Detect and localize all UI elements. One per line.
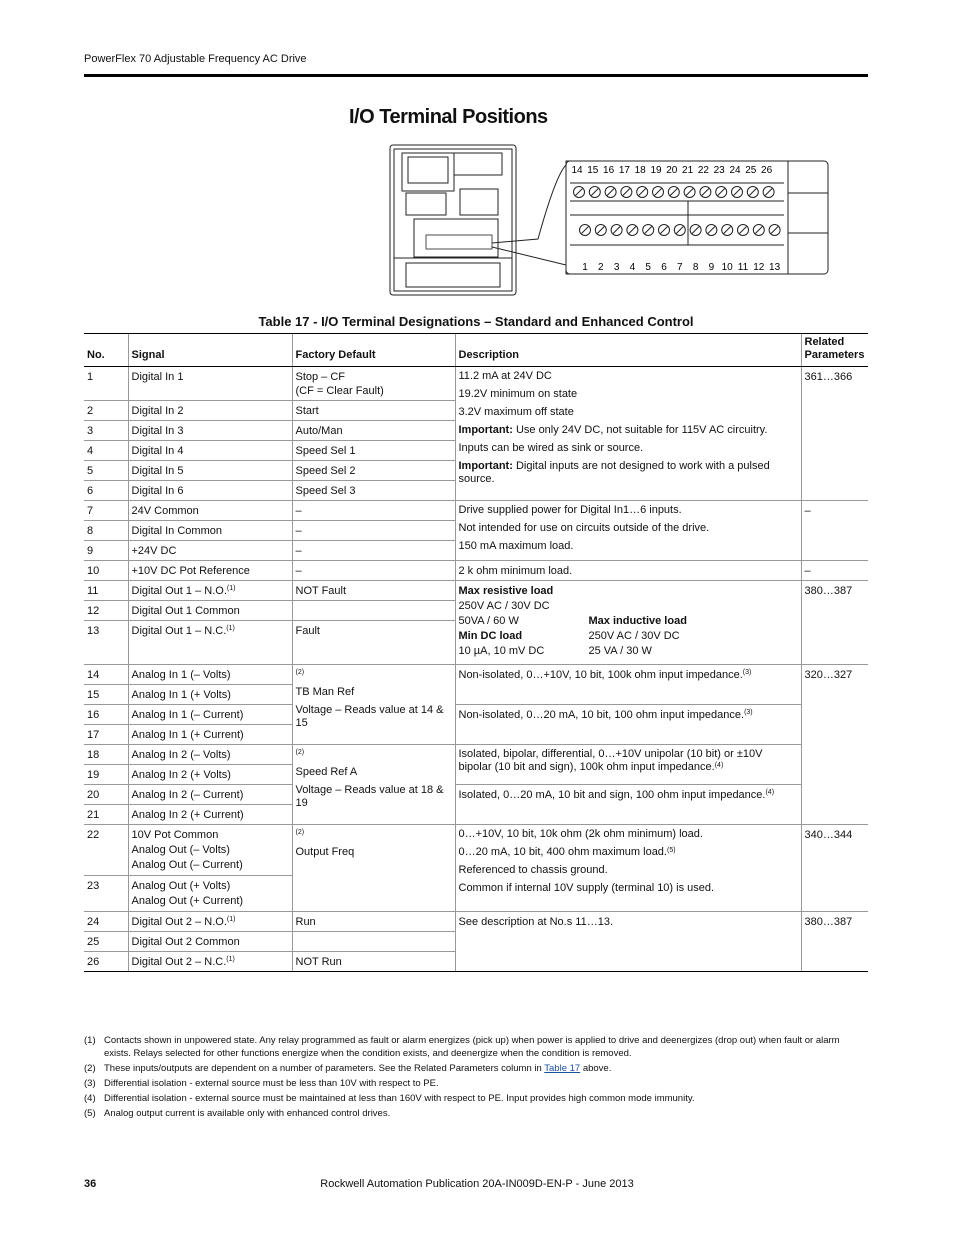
- screw-slot: [718, 189, 725, 196]
- terminal-label-top: 15: [587, 165, 599, 176]
- table-row: 23 Analog Out (+ Volts) Analog Out (+ Current): [84, 876, 868, 912]
- terminal-label-bottom: 4: [629, 262, 636, 273]
- col-header-description: Description: [455, 334, 801, 367]
- table-row: 4 Digital In 4 Speed Sel 1: [84, 441, 868, 461]
- terminal-label-bottom: 8: [692, 262, 699, 273]
- cell-default-analog-in-1: $^{(2)}$ TB Man Ref Voltage – Reads value at 14 & 15: [292, 665, 455, 745]
- cell-description-24v: Drive supplied power for Digital In1…6 inputs. Not intended for use on circuits outside of the drive. 150 mA maximum load.: [455, 501, 801, 561]
- terminal-label-top: 24: [729, 165, 741, 176]
- screw-slot: [607, 189, 614, 196]
- table-title: Table 17 - I/O Terminal Designations – Standard and Enhanced Control: [258, 314, 694, 329]
- table-row: 24 Digital Out 2 – N.O.$^{(1)}$ Run See description at No.s 11…13. 380…387: [84, 912, 868, 932]
- terminal-label-top: 16: [603, 165, 615, 176]
- screw-slot: [765, 189, 772, 196]
- terminal-label-bottom: 1: [582, 262, 588, 273]
- terminal-label-top: 19: [650, 165, 662, 176]
- table-row: 22 10V Pot Common Analog Out (– Volts) Analog Out (– Current) $^{(2)}$ Output Freq 0…+10V, 10 bit, 10k ohm (2k ohm minimum) load. 0…20 mA, 10 bit, 400 ohm maximum load.$^{(5)}$ Referenced to chassis ground. Common if internal 10V supply (terminal 10) is used. 340…344: [84, 825, 868, 876]
- table-row: 7 24V Common – Drive supplied power for Digital In1…6 inputs. Not intended for use on circuits outside of the drive. 150 mA maximum load. –: [84, 501, 868, 521]
- cell-description-relay: Max resistive load 250V AC / 30V DC 50VA / 60 W Max inductive load Min DC load 250V AC / 30V DC 10 µA, 10 mV DC 25 VA / 30 W: [455, 581, 801, 665]
- table-row: 5 Digital In 5 Speed Sel 2: [84, 461, 868, 481]
- col-header-signal: Signal: [128, 334, 292, 367]
- screw-slot: [591, 189, 598, 196]
- terminal-label-top: 23: [713, 165, 725, 176]
- table-row: 2 Digital In 2 Start: [84, 401, 868, 421]
- screw-slot: [724, 227, 731, 234]
- screw-slot: [702, 189, 709, 196]
- table-17-link[interactable]: Table 17: [544, 1063, 581, 1074]
- table-row: 15 Analog In 1 (+ Volts): [84, 685, 868, 705]
- table-row: 9 +24V DC –: [84, 541, 868, 561]
- footnote: (4) Differential isolation - external source must be maintained at less than 160V with respect to PE. Input provides high common mode immunity.: [84, 1093, 695, 1104]
- cell-no: 1: [84, 367, 128, 401]
- table-row: 6 Digital In 6 Speed Sel 3: [84, 481, 868, 501]
- screw-slot: [645, 227, 652, 234]
- footnote: (1) Contacts shown in unpowered state. Any relay programmed as fault or alarm energizes (pick up) when power is applied to drive and deenergizes (drop out) when fault or alarm exists. Relays selected for other functions energize when the condition exists, and deenergize when the condition is removed.: [84, 1035, 840, 1059]
- terminal-label-bottom: 6: [661, 262, 667, 273]
- footnotes: [84, 1034, 868, 1122]
- table-row: 19 Analog In 2 (+ Volts): [84, 765, 868, 785]
- terminal-label-bottom: 2: [598, 262, 604, 273]
- table-row: 18 Analog In 2 (– Volts) $^{(2)}$ Speed Ref A Voltage – Reads value at 18 & 19 Isolated, bipolar, differential, 0…+10V unipolar (10 bit) or ±10V bipolar (10 bit and sign), 100k ohm input impedance.$^{(4)}$: [84, 745, 868, 765]
- screw-slot: [670, 189, 677, 196]
- screw-slot: [686, 189, 693, 196]
- screw-slot: [708, 227, 715, 234]
- terminal-label-top: 21: [682, 165, 694, 176]
- terminal-label-top: 17: [618, 165, 630, 176]
- cell-related: 361…366: [801, 367, 868, 501]
- screw-slot: [771, 227, 778, 234]
- table-row: 26 Digital Out 2 – N.C.$^{(1)}$ NOT Run: [84, 952, 868, 972]
- page-number: 36: [84, 1178, 97, 1190]
- terminal-label-bottom: 12: [753, 262, 765, 273]
- screw-slot: [655, 189, 662, 196]
- col-header-no: No.: [84, 334, 128, 367]
- screw-slot: [629, 227, 636, 234]
- terminal-label-bottom: 13: [769, 262, 781, 273]
- screw-slot: [755, 227, 762, 234]
- screw-slot: [734, 189, 741, 196]
- header-rule: [84, 74, 868, 77]
- table-row: 14 Analog In 1 (– Volts) $^{(2)}$ TB Man Ref Voltage – Reads value at 14 & 15 Non-isolated, 0…+10V, 10 bit, 100k ohm input impedance.$^{(3)}$ 320…327: [84, 665, 868, 685]
- cell-default-analog-in-2: $^{(2)}$ Speed Ref A Voltage – Reads value at 18 & 19: [292, 745, 455, 825]
- cell-signal: Digital In 1: [128, 367, 292, 401]
- terminal-label-bottom: 3: [613, 262, 620, 273]
- screw-slot: [692, 227, 699, 234]
- io-terminal-table: [84, 333, 868, 972]
- terminal-label-bottom: 9: [708, 262, 715, 273]
- screw-slot: [676, 227, 683, 234]
- table-header-row: [84, 334, 868, 367]
- terminal-label-bottom: 11: [737, 262, 749, 273]
- screw-slot: [597, 227, 604, 234]
- io-terminal-figure: [388, 143, 833, 298]
- terminal-label-top: 26: [761, 165, 773, 176]
- running-header: PowerFlex 70 Adjustable Frequency AC Drive: [84, 53, 307, 65]
- screw-slot: [623, 189, 630, 196]
- footnote: (2) These inputs/outputs are dependent on a number of parameters. See the Related Parameters column in Table 17 above.: [84, 1063, 612, 1074]
- table-row: 11 Digital Out 1 – N.O.$^{(1)}$ NOT Fault Max resistive load 250V AC / 30V DC 50VA / 60 W Max inductive load Min DC load 250V AC / 30V DC 10 µA, 10 mV DC 25 VA / 30 W 380…387: [84, 581, 868, 601]
- terminal-label-bottom: 5: [645, 262, 651, 273]
- table-row: [84, 367, 868, 401]
- cell-related: –: [801, 501, 868, 561]
- publication-info: Rockwell Automation Publication 20A-IN009D-EN-P - June 2013: [320, 1178, 634, 1190]
- table-row: 8 Digital In Common –: [84, 521, 868, 541]
- screw-slot: [613, 227, 620, 234]
- footnote: (3) Differential isolation - external source must be less than 10V with respect to PE.: [84, 1078, 439, 1089]
- table-row: 25 Digital Out 2 Common: [84, 932, 868, 952]
- col-header-related: Related Parameters: [801, 334, 868, 367]
- terminal-label-top: 18: [634, 165, 646, 176]
- footnote: (5) Analog output current is available only with enhanced control drives.: [84, 1108, 391, 1119]
- terminal-label-bottom: 10: [721, 262, 733, 273]
- terminal-label-top: 14: [571, 165, 583, 176]
- cell-default: Stop – CF (CF = Clear Fault): [292, 367, 455, 401]
- table-row: 12 Digital Out 1 Common: [84, 601, 868, 621]
- terminal-label-top: 22: [697, 165, 709, 176]
- col-header-default: Factory Default: [292, 334, 455, 367]
- section-title: I/O Terminal Positions: [349, 106, 548, 128]
- table-row: 10 +10V DC Pot Reference – 2 k ohm minimum load. –: [84, 561, 868, 581]
- table-row: 13 Digital Out 1 – N.C.$^{(1)}$ Fault: [84, 621, 868, 665]
- cell-description-digital-in: 11.2 mA at 24V DC 19.2V minimum on state 3.2V maximum off state Important: Use only 24V DC, not suitable for 115V AC circuitry. Inputs can be wired as sink or source. Important: Digital inputs are not designed to work with a pulsed source.: [455, 367, 801, 501]
- table-row: 16 Analog In 1 (– Current) Non-isolated, 0…20 mA, 10 bit, 100 ohm input impedance.$^{(3)}$: [84, 705, 868, 725]
- screw-slot: [749, 189, 756, 196]
- screw-slot: [576, 189, 583, 196]
- terminal-label-top: 25: [745, 165, 757, 176]
- table-row: 3 Digital In 3 Auto/Man: [84, 421, 868, 441]
- screw-slot: [740, 227, 747, 234]
- table-row: 20 Analog In 2 (– Current) Isolated, 0…20 mA, 10 bit and sign, 100 ohm input impedance.$^{(4)}$: [84, 785, 868, 805]
- terminal-label-bottom: 7: [677, 262, 683, 273]
- table-row: 21 Analog In 2 (+ Current): [84, 805, 868, 825]
- terminal-label-top: 20: [666, 165, 678, 176]
- screw-slot: [661, 227, 668, 234]
- screw-slot: [639, 189, 646, 196]
- table-row: 17 Analog In 1 (+ Current): [84, 725, 868, 745]
- screw-slot: [582, 227, 589, 234]
